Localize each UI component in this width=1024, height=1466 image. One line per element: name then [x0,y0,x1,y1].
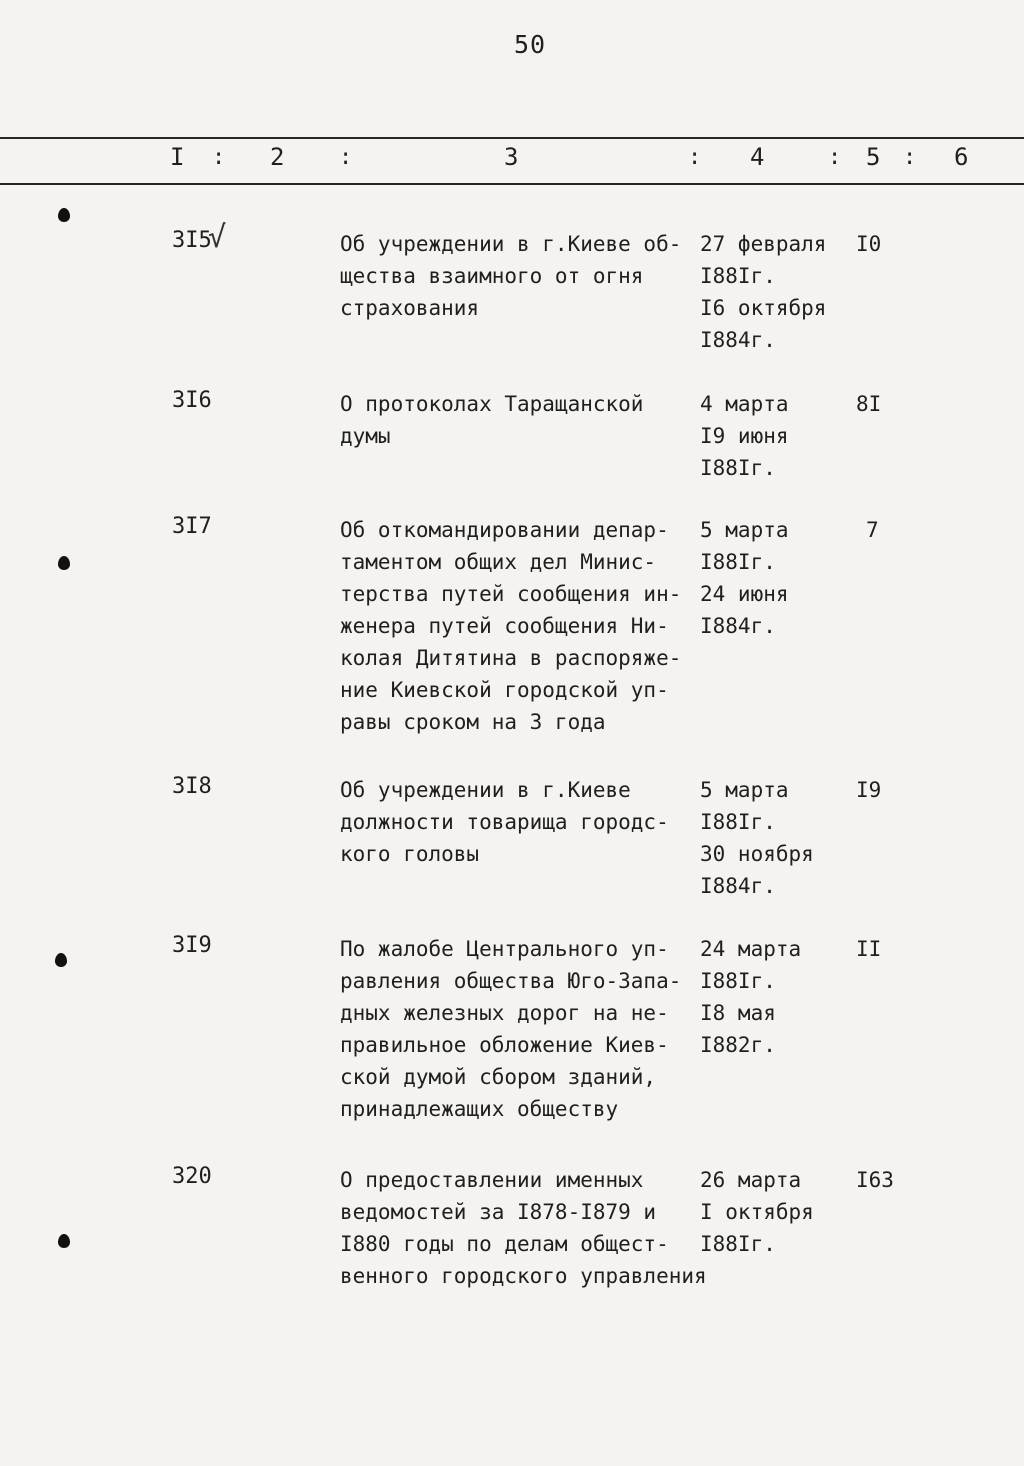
check-mark: √ [208,220,227,255]
entry-title: Об учреждении в г.Киеве об- щества взаимного от огня страхования [340,232,682,320]
column-separator-1: : [212,145,226,170]
column-header-2: 2 [270,143,285,171]
entry-number: 320 [172,1164,212,1189]
entry-sheet-count: II [856,937,882,961]
entry-dates: 27 февраля I88Iг. I6 октября I884г. [700,232,827,352]
entry-number: 3I9 [172,933,212,958]
entry-sheet-count: I63 [856,1168,894,1192]
entry-number: 3I5 [172,228,212,253]
column-separator-4: : [828,145,842,170]
entry-sheet-count: I0 [856,232,882,256]
column-header-1: I [170,143,185,171]
column-header-5: 5 [866,143,881,171]
entry-sheet-count: 7 [866,518,879,542]
entry-dates: 26 марта I октября I88Iг. [700,1168,814,1256]
column-separator-3: : [688,145,702,170]
column-separator-5: : [903,145,917,170]
entry-dates: 4 марта I9 июня I88Iг. [700,392,789,480]
entry-title: О предоставлении именных ведомостей за I878-I879 и I880 годы по делам общест- венного городского управления [340,1168,707,1288]
page-number: 50 [514,30,547,59]
column-header-6: 6 [954,143,969,171]
entry-number: 3I7 [172,514,212,539]
header-rule-top [0,137,1024,139]
entry-dates: 5 марта I88Iг. 24 июня I884г. [700,518,789,638]
entry-title: Об откомандировании депар- таментом общих дел Минис- терства путей сообщения ин- женера путей сообщения Ни- колая Дитятина в распоряже- ние Киевской городской уп- равы сроком на 3 года [340,518,682,734]
binding-hole-mark [58,208,70,222]
binding-hole-mark [58,556,70,570]
entry-number: 3I8 [172,774,212,799]
entry-title: По жалобе Центрального уп- равления общества Юго-Запа- дных железных дорог на не- правильное обложение Киев- ской думой сбором зданий, принадлежащих обществу [340,937,682,1121]
entry-sheet-count: 8I [856,392,882,416]
entry-title: Об учреждении в г.Киеве должности товарища городс- кого головы [340,778,669,866]
entry-title: О протоколах Таращанской думы [340,392,644,448]
column-header-3: 3 [504,143,519,171]
entry-dates: 5 марта I88Iг. 30 ноября I884г. [700,778,814,898]
header-rule-bottom [0,183,1024,185]
entry-sheet-count: I9 [856,778,882,802]
binding-hole-mark [55,953,67,967]
column-header-4: 4 [750,143,765,171]
entry-dates: 24 марта I88Iг. I8 мая I882г. [700,937,802,1057]
binding-hole-mark [58,1234,70,1248]
column-separator-2: : [339,145,353,170]
entry-number: 3I6 [172,388,212,413]
